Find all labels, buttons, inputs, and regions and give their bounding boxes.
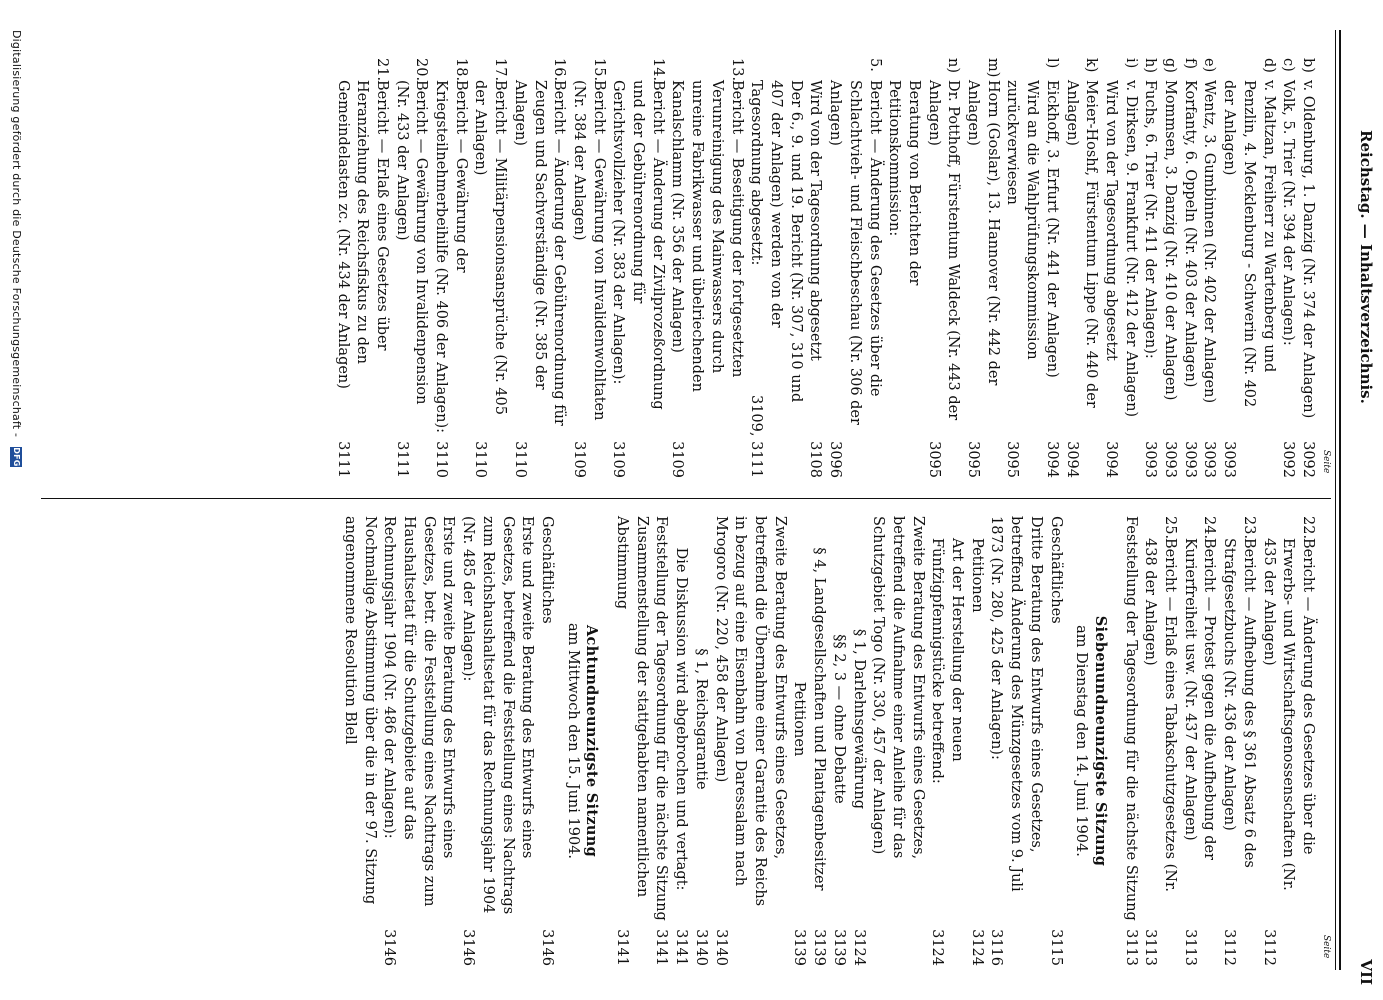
toc-item xyxy=(379,516,458,966)
entry-number: 14. xyxy=(649,58,666,82)
toc-entry xyxy=(430,58,469,478)
session-date: am Dienstag den 14. Juni 1904. xyxy=(1073,625,1090,857)
entry-page: 3139 xyxy=(811,929,828,966)
toc-entry xyxy=(884,58,923,478)
entry-page: 3140 xyxy=(692,929,709,966)
toc-item xyxy=(868,516,927,966)
toc-entry xyxy=(1159,58,1179,478)
entry-text: Bericht — Erlaß eines Gesetzes über Heranziehung des Reichsfiskus zu den Gemeindelasten zc. (Nr. 434 der Anlagen) xyxy=(334,80,390,389)
entry-number: e) xyxy=(1201,58,1218,73)
footer-text: Digitalisierung gefördert durch die Deutsche Forschungsgemeinschaft - xyxy=(10,30,23,438)
entry-number: 23. xyxy=(1240,516,1257,540)
session-date: am Mittwoch den 15. Juni 1904. xyxy=(564,622,581,860)
toc-entry xyxy=(1199,58,1219,478)
running-title xyxy=(1341,130,1375,630)
entry-number: m) xyxy=(984,58,1001,78)
session-heading: Achtundneunzigste Sitzung xyxy=(583,624,601,858)
entry-number: 24. xyxy=(1201,516,1218,540)
entry-number: 25. xyxy=(1162,516,1179,540)
entry-page: 3108 xyxy=(807,441,824,478)
toc-item xyxy=(848,516,868,966)
entry-page: 3110 xyxy=(511,441,528,478)
entry-page: 3139 xyxy=(830,929,847,966)
entry-number: 22. xyxy=(1300,516,1316,540)
column-divider xyxy=(41,498,1331,499)
entry-page: 3093 xyxy=(1162,441,1179,478)
toc-entry xyxy=(1002,58,1041,478)
item-text: Art der Herstellung der neuen Fünfzigpfennigstücke betreffend: xyxy=(929,538,966,784)
toc-entry xyxy=(1120,58,1140,478)
entry-page: 3109 xyxy=(570,441,587,478)
toc-item xyxy=(457,516,536,966)
right-column xyxy=(339,516,1317,966)
entry-text: Dr. Potthoff, Fürstentum Waldeck (Nr. 443 der Anlagen) xyxy=(925,80,962,421)
entry-number: 16. xyxy=(551,58,568,82)
toc-item xyxy=(611,516,650,966)
entry-text: Horn (Goslar), 13. Hannover (Nr. 442 der Anlagen) xyxy=(965,80,1001,386)
toc-entry xyxy=(1140,516,1179,966)
entry-number: g) xyxy=(1162,58,1179,73)
entry-page: 3093 xyxy=(1221,441,1238,478)
entry-page: 3115 xyxy=(1047,929,1064,966)
toc-entry xyxy=(1100,58,1120,478)
entry-page: 3113 xyxy=(1181,929,1198,966)
entry-page: 3094 xyxy=(1102,441,1119,478)
entry-page: 3124 xyxy=(850,929,867,966)
entry-page: 3141 xyxy=(614,929,631,966)
toc-item xyxy=(966,516,986,966)
item-text: Feststellung der Tagesordnung für die nächste Sitzung xyxy=(1122,516,1139,921)
entry-text: Wird von der Tagesordnung abgesetzt xyxy=(1102,80,1119,361)
item-text: Petitionen xyxy=(968,538,985,613)
entry-number: 17. xyxy=(492,58,509,82)
entry-page: 3113 xyxy=(1122,929,1139,966)
toc-entry xyxy=(923,58,962,478)
entry-page: 3095 xyxy=(925,441,942,478)
toc-entry xyxy=(1297,58,1317,478)
toc-item xyxy=(986,516,1045,966)
digitization-footer xyxy=(10,30,23,970)
item-text: Die Diskussion wird abgebrochen und vertagt: xyxy=(673,547,690,891)
entry-page: 3111 xyxy=(393,441,410,478)
item-text: Geschäftliches xyxy=(538,516,555,624)
entry-text: Bericht — Aufhebung des § 361 Absatz 6 des Strafgesetzbuchs (Nr. 436 der Anlagen) xyxy=(1221,538,1257,868)
entry-page: 3096 xyxy=(827,441,844,478)
entry-number: 15. xyxy=(590,58,607,82)
entry-text: v. Oldenburg, 1. Danzig (Nr. 374 der Anlagen) xyxy=(1300,80,1316,419)
entry-page: 3109 xyxy=(610,441,627,478)
entry-page: 3146 xyxy=(381,929,398,966)
entry-text: Beratung von Berichten der Petitionskommission: xyxy=(886,80,922,286)
entry-page: 3093 xyxy=(1181,441,1198,478)
toc-entry xyxy=(470,58,509,478)
entry-page: 3112 xyxy=(1260,929,1277,966)
toc-entry xyxy=(1061,58,1100,478)
left-column xyxy=(332,58,1317,478)
toc-entry xyxy=(824,58,883,478)
entry-text: Bericht — Militärpensionsansprüche (Nr. 405 der Anlagen) xyxy=(472,80,509,415)
item-text: Zusammenstellung der stattgehabten namentlichen Abstimmung xyxy=(614,516,650,898)
entry-text: Wentz, 3. Gumbinnen (Nr. 402 der Anlagen) xyxy=(1201,80,1218,404)
entry-number: b) xyxy=(1300,58,1316,73)
toc-item xyxy=(690,516,710,966)
entry-number: 5. xyxy=(866,58,883,72)
entry-page: 3146 xyxy=(538,929,555,966)
entry-number: c) xyxy=(1280,58,1297,72)
entry-text: Bericht — Protest gegen die Aufhebung der Kurierfreiheit usw. (Nr. 437 der Anlagen) xyxy=(1181,538,1218,861)
seite-label-left: Seite xyxy=(1321,450,1331,474)
toc-item xyxy=(536,516,556,966)
entry-page: 3109 xyxy=(669,441,686,478)
entry-page: 3141 xyxy=(653,929,670,966)
entry-number: f) xyxy=(1181,58,1198,70)
header-rule xyxy=(1335,30,1341,970)
toc-entry xyxy=(1218,516,1257,966)
item-text: §§ 2, 3 — ohne Debatte xyxy=(830,634,847,804)
entry-page: 3095 xyxy=(1004,441,1021,478)
toc-entry xyxy=(391,58,430,478)
entry-text: Bericht — Gewährung von Invalidenpension (Nr. 433 der Anlagen) xyxy=(393,80,430,405)
entry-page: 3095 xyxy=(965,441,982,478)
entry-page: 3093 xyxy=(1142,441,1159,478)
entry-page: 3124 xyxy=(968,929,985,966)
toc-entry xyxy=(805,58,825,478)
toc-entry xyxy=(962,58,1001,478)
toc-entry xyxy=(332,58,391,478)
item-text: Erste und zweite Beratung des Entwurfs eines Gesetzes, betr. die Feststellung eines Nachtrags zum Haushaltsetat für die Schutzgebiete auf das Rechnungsjahr 1904 (Nr. 486 der Anlagen): xyxy=(381,516,457,907)
toc-item xyxy=(710,516,789,966)
toc-entry xyxy=(1179,516,1218,966)
entry-page: 3093 xyxy=(1201,441,1218,478)
entry-page: 3111 xyxy=(334,441,351,478)
toc-entry xyxy=(1258,516,1317,966)
toc-entry xyxy=(509,58,568,478)
item-text: § 4, Landgesellschaften und Plantagenbesitzer xyxy=(811,547,828,891)
entry-text: Fuchs, 6. Trier (Nr. 411 der Anlagen): xyxy=(1142,80,1159,359)
dfg-logo xyxy=(10,447,22,467)
entry-text: Korfanty, 6. Oppeln (Nr. 403 der Anlagen) xyxy=(1181,80,1198,388)
entry-text: Bericht — Änderung der Gebührenordnung für Zeugen und Sachverständige (Nr. 385 der Anlagen) xyxy=(511,80,568,426)
entry-number: 20. xyxy=(413,58,430,82)
entry-page: 3140 xyxy=(712,929,729,966)
page-numeral: VII xyxy=(1357,959,1375,985)
entry-number: d) xyxy=(1260,58,1277,73)
toc-entry xyxy=(1041,58,1061,478)
entry-text: Bericht — Gewährung der Kriegsteilnehmerbeihilfe (Nr. 406 der Anlagen): xyxy=(433,80,469,434)
item-text: Dritte Beratung des Entwurfs eines Gesetzes, betreffend Änderung des Münzgesetzes vom 9. Juli 1873 (Nr. 280, 425 der Anlagen): xyxy=(988,516,1044,892)
seite-label-right: Seite xyxy=(1321,935,1331,959)
entry-page: 3094 xyxy=(1043,441,1060,478)
entry-page: 3110 xyxy=(433,441,450,478)
entry-text: Bericht — Erlaß eines Tabakschutzgesetzes (Nr. 438 der Anlagen) xyxy=(1142,538,1179,892)
toc-item xyxy=(927,516,966,966)
entry-page: 3141 xyxy=(673,929,690,966)
entry-text: Bericht — Änderung des Gesetzes über die Erwerbs- und Wirtschaftsgenossenschaften (Nr. 435 der Anlagen) xyxy=(1260,538,1316,891)
toc-item xyxy=(789,516,809,966)
item-text: Geschäftliches xyxy=(1047,516,1064,624)
entry-page: 3116 xyxy=(988,929,1005,966)
item-text: Erste und zweite Beratung des Entwurfs eines Gesetzes, betreffend die Feststellung eines Nachtrags zum Reichshaushaltsetat für das Rechnungsjahr 1904 (Nr. 485 der Anlagen): xyxy=(460,516,536,915)
entry-text: Eickhoff, 3. Erfurt (Nr. 441 der Anlagen) xyxy=(1043,80,1060,378)
entry-text: Bericht — Gewährung von Invalidenwohltaten (Nr. 384 der Anlagen) xyxy=(570,80,607,421)
entry-page: 3094 xyxy=(1063,441,1080,478)
item-text: Feststellung der Tagesordnung für die nächste Sitzung xyxy=(653,516,670,921)
entry-text: Meier-Hoshf, Fürstentum Lippe (Nr. 440 der Anlagen) xyxy=(1063,80,1100,408)
toc-item xyxy=(1045,516,1065,966)
item-text: Nochmalige Abstimmung über die in der 97. Sitzung angenommene Resolution Blell xyxy=(341,516,378,905)
entry-text: Bericht — Änderung der Zivilprozeßordnung und der Gebührenordnung für Gerichtsvollzieher (Nr. 383 der Anlagen): xyxy=(610,80,666,410)
page-title: Reichstag. — Inhaltsverzeichnis. xyxy=(1357,130,1375,404)
item-text: Petitionen xyxy=(791,681,808,757)
entry-number: l) xyxy=(1043,58,1060,69)
item-text: Zweite Beratung des Entwurfs eines Gesetzes, betreffend die Übernahme einer Garantie des Reichs in bezug auf eine Eisenbahn von Daressalam nach Mrogoro (Nr. 220, 458 der Anlagen) xyxy=(712,516,788,907)
entry-text: Mommsen, 3. Danzig (Nr. 410 der Anlagen) xyxy=(1162,80,1179,401)
entry-text: v. Maltzan, Freiherr zu Wartenberg und Penzlin, 4. Mecklenburg - Schwerin (Nr. 402 der Anlagen) xyxy=(1221,80,1277,408)
entry-number: k) xyxy=(1083,58,1100,73)
toc-entry xyxy=(746,58,805,478)
entry-page: 3124 xyxy=(929,929,946,966)
toc-item xyxy=(651,516,671,966)
toc-item xyxy=(671,516,691,966)
entry-page: 3092 xyxy=(1300,441,1316,478)
entry-number: h) xyxy=(1142,58,1159,73)
entry-number: n) xyxy=(945,58,962,73)
toc-entry xyxy=(1140,58,1160,478)
toc-item xyxy=(828,516,848,966)
toc-entry xyxy=(667,58,746,478)
entry-page: 3110 xyxy=(472,441,489,478)
toc-entry xyxy=(608,58,667,478)
entry-page: 3092 xyxy=(1280,441,1297,478)
entry-page: 3113 xyxy=(1142,929,1159,966)
toc-item xyxy=(808,516,828,966)
entry-number: 13. xyxy=(728,58,745,82)
page-number-area xyxy=(1341,640,1375,985)
entry-text: Bericht — Änderung des Gesetzes über die Schlachtvieh- und Fleischbeschau (Nr. 306 der Anlagen) xyxy=(827,80,883,425)
item-text: Zweite Beratung des Entwurfs eines Gesetzes, betreffend die Aufnahme einer Anleihe für das Schutzgebiet Togo (Nr. 330, 457 der Anlagen) xyxy=(870,516,926,860)
entry-text: Wird von der Tagesordnung abgesetzt xyxy=(807,80,824,361)
entry-number: 18. xyxy=(452,58,469,82)
entry-text: Volk, 5. Trier (Nr. 394 der Anlagen): xyxy=(1280,80,1297,346)
toc-entry xyxy=(1218,58,1277,478)
entry-text: v. Dirksen, 9. Frankfurt (Nr. 412 der Anlagen) xyxy=(1122,80,1139,418)
toc-item xyxy=(339,516,378,966)
toc-entry xyxy=(1278,58,1298,478)
session-heading: Siebenundneunzigste Sitzung xyxy=(1091,615,1109,867)
item-text: § 1, Reichsgarantie xyxy=(692,648,709,790)
entry-page: 3109, 3111 xyxy=(748,394,765,478)
entry-text: Der 6., 9. und 19. Bericht (Nr. 307, 310 und 407 der Anlagen) werden von der Tagesordnung abgesetzt: xyxy=(748,80,804,403)
entry-text: Bericht — Beseitigung der fortgesetzten Verunreinigung des Mainwassers durch unreine Fabrikwasser und übelriechenden Kanalschlamm (Nr. 356 der Anlagen) xyxy=(669,80,745,392)
dfg-logo-text: DFG xyxy=(12,447,21,467)
entry-page: 3139 xyxy=(791,929,808,966)
entry-page: 3146 xyxy=(460,929,477,966)
entry-page: 3112 xyxy=(1221,929,1238,966)
toc-entry xyxy=(1179,58,1199,478)
entry-number: 21. xyxy=(373,58,390,82)
entry-number: i) xyxy=(1122,58,1139,69)
toc-item xyxy=(1120,516,1140,966)
toc-entry xyxy=(568,58,607,478)
item-text: § 1, Darlehnsgewährung xyxy=(850,629,867,809)
entry-text: Wird an die Wahlprüfungskommission zurückverwiesen xyxy=(1004,80,1041,360)
